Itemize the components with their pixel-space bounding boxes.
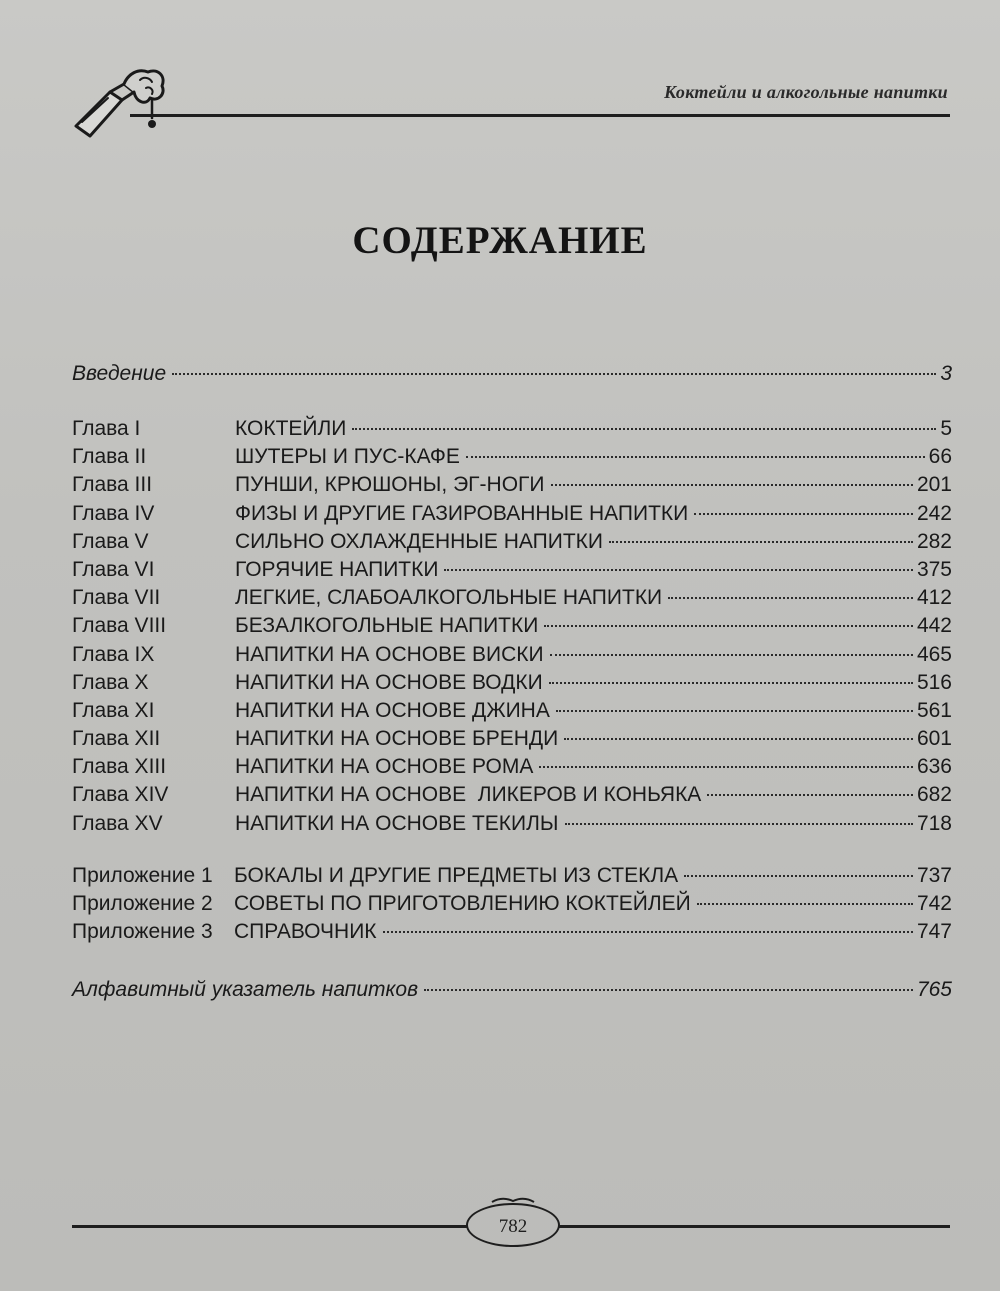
toc-index-page: 765 (916, 978, 952, 1001)
dot-leader (352, 428, 936, 430)
toc-row-chapter (72, 671, 952, 699)
toc-row-chapter (72, 699, 952, 727)
chapter-label: Глава XIII (72, 755, 167, 779)
dot-leader (444, 569, 913, 571)
chapter-page: 601 (916, 727, 952, 751)
toc-index-label: Алфавитный указатель напитков (72, 978, 419, 1001)
dot-leader (556, 710, 913, 712)
toc-intro (72, 362, 952, 390)
chapter-label: Глава IV (72, 501, 155, 525)
toc-row-chapter (72, 614, 952, 642)
dot-leader (544, 625, 913, 627)
appendix-page: 737 (916, 864, 952, 887)
toc-row-chapter (72, 558, 952, 586)
toc-row-chapter (72, 643, 952, 671)
chapter-label: Глава VI (72, 557, 155, 581)
dot-leader (549, 682, 913, 684)
chapter-title: ГОРЯЧИЕ НАПИТКИ (235, 557, 439, 581)
toc-row-chapter (72, 783, 952, 811)
toc-row-chapter (72, 417, 952, 445)
chapter-page: 375 (916, 557, 952, 581)
chapter-title: ФИЗЫ И ДРУГИЕ ГАЗИРОВАННЫЕ НАПИТКИ (235, 501, 689, 525)
dot-leader (539, 766, 913, 768)
footer-rule-left (72, 1225, 468, 1228)
toc-intro-label: Введение (72, 362, 167, 385)
chapter-title: НАПИТКИ НА ОСНОВЕ РОМА (235, 755, 534, 779)
dot-leader (707, 794, 913, 796)
bottle-pouring-icon (68, 62, 176, 146)
header-rule (130, 114, 950, 117)
chapter-page: 442 (916, 614, 952, 638)
chapter-label: Глава I (72, 417, 141, 440)
chapter-label: Глава XIV (72, 783, 169, 807)
chapter-page: 682 (916, 783, 952, 807)
toc-row-chapter (72, 727, 952, 755)
chapter-title: НАПИТКИ НА ОСНОВЕ ВОДКИ (235, 670, 543, 694)
chapter-page: 5 (940, 417, 952, 440)
dot-leader (564, 738, 913, 740)
chapter-label: Глава XII (72, 727, 161, 751)
chapter-label: Глава XV (72, 811, 163, 835)
appendix-label: Приложение 1 (72, 864, 213, 887)
chapter-label: Глава III (72, 473, 153, 497)
chapter-title: БЕЗАЛКОГОЛЬНЫЕ НАПИТКИ (235, 614, 539, 638)
dot-leader (697, 903, 913, 905)
chapter-title: ШУТЕРЫ И ПУС-КАФЕ (235, 445, 460, 469)
chapter-page: 718 (916, 811, 952, 835)
appendix-title: БОКАЛЫ И ДРУГИЕ ПРЕДМЕТЫ ИЗ СТЕКЛА (234, 864, 679, 887)
chapter-label: Глава II (72, 445, 147, 469)
chapter-label: Глава IX (72, 642, 155, 666)
toc-row-index (72, 978, 952, 1006)
chapter-title: КОКТЕЙЛИ (235, 417, 347, 440)
toc-row-appendix (72, 892, 952, 920)
chapter-title: ПУНШИ, КРЮШОНЫ, ЭГ-НОГИ (235, 473, 545, 497)
page-title: СОДЕРЖАНИЕ (352, 219, 648, 262)
chapter-page: 412 (916, 586, 952, 610)
chapter-title: НАПИТКИ НА ОСНОВЕ ТЕКИЛЫ (235, 811, 559, 835)
chapter-title: НАПИТКИ НА ОСНОВЕ ВИСКИ (235, 642, 544, 666)
toc-row-chapter (72, 755, 952, 783)
appendix-page: 747 (916, 920, 952, 944)
dot-leader (466, 456, 925, 458)
dot-leader (550, 654, 913, 656)
chapter-label: Глава XI (72, 698, 155, 722)
appendix-label: Приложение 2 (72, 892, 213, 916)
toc-intro-page: 3 (940, 362, 952, 385)
toc-appendices (72, 864, 952, 949)
toc-row-chapter (72, 812, 952, 840)
dot-leader (424, 989, 913, 991)
toc-index (72, 978, 952, 1006)
toc-row-chapter (72, 502, 952, 530)
page-number: 782 (466, 1203, 560, 1247)
dot-leader (565, 823, 913, 825)
toc-chapters (72, 417, 952, 840)
dot-leader (609, 541, 913, 543)
running-head: Коктейли и алкогольные напитки (664, 82, 948, 102)
toc-row-chapter (72, 530, 952, 558)
dot-leader (172, 373, 936, 375)
chapter-label: Глава V (72, 529, 149, 553)
chapter-title: НАПИТКИ НА ОСНОВЕ БРЕНДИ (235, 727, 559, 751)
footer-rule-right (558, 1225, 950, 1228)
appendix-page: 742 (916, 892, 952, 916)
chapter-label: Глава VII (72, 586, 161, 610)
chapter-title: СИЛЬНО ОХЛАЖДЕННЫЕ НАПИТКИ (235, 529, 604, 553)
dot-leader (684, 875, 913, 877)
toc-row-appendix (72, 864, 952, 892)
toc-row-chapter (72, 586, 952, 614)
toc-row-appendix (72, 920, 952, 948)
chapter-page: 516 (916, 670, 952, 694)
appendix-title: СОВЕТЫ ПО ПРИГОТОВЛЕНИЮ КОКТЕЙЛЕЙ (234, 892, 691, 916)
toc-row-chapter (72, 473, 952, 501)
appendix-title: СПРАВОЧНИК (234, 920, 377, 944)
appendix-label: Приложение 3 (72, 920, 213, 944)
dot-leader (551, 484, 913, 486)
toc-row-chapter (72, 445, 952, 473)
chapter-page: 66 (928, 445, 952, 469)
chapter-page: 201 (916, 473, 952, 497)
chapter-title: НАПИТКИ НА ОСНОВЕ ЛИКЕРОВ И КОНЬЯКА (235, 783, 702, 807)
chapter-page: 242 (916, 501, 952, 525)
chapter-page: 465 (916, 642, 952, 666)
dot-leader (694, 513, 913, 515)
chapter-title: НАПИТКИ НА ОСНОВЕ ДЖИНА (235, 698, 550, 722)
chapter-label: Глава X (72, 670, 149, 694)
chapter-page: 561 (916, 698, 952, 722)
chapter-page: 282 (916, 529, 952, 553)
chapter-title: ЛЕГКИЕ, СЛАБОАЛКОГОЛЬНЫЕ НАПИТКИ (235, 586, 663, 610)
toc-row-intro (72, 362, 952, 390)
dot-leader (668, 597, 913, 599)
chapter-label: Глава VIII (72, 614, 167, 638)
dot-leader (383, 931, 913, 933)
chapter-page: 636 (916, 755, 952, 779)
